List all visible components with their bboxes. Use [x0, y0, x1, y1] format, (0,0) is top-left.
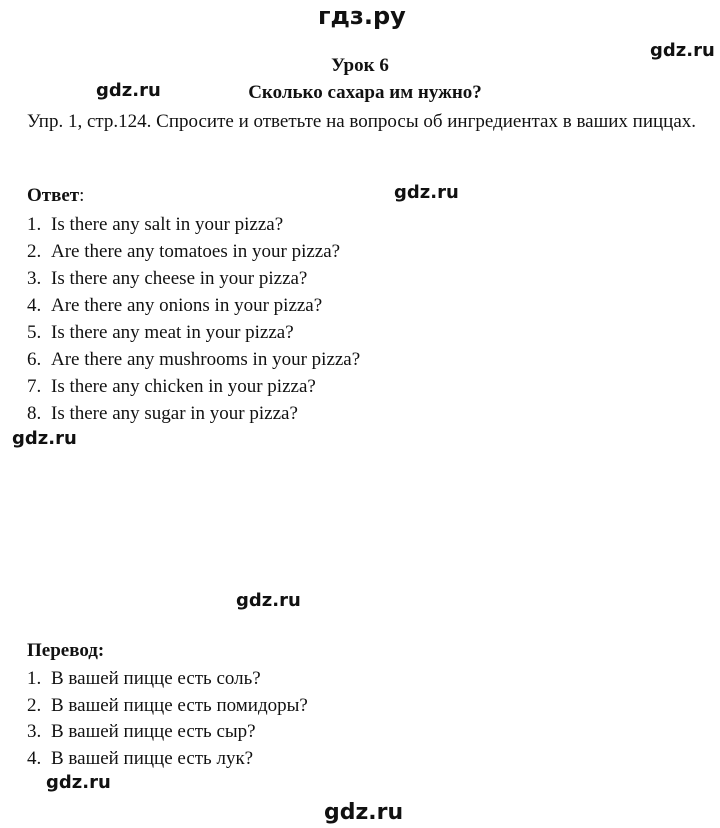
item-number: 3. [27, 268, 42, 289]
translation-item [27, 693, 308, 720]
item-text: В вашей пицце есть лук? [51, 747, 254, 769]
item-number: 4. [27, 295, 42, 316]
answer-list [27, 211, 360, 427]
item-text: Is there any chicken in your pizza? [51, 376, 316, 397]
watermark-middle: gdz.ru [236, 590, 301, 611]
item-text: В вашей пицце есть помидоры? [51, 694, 308, 716]
item-text: Are there any tomatoes in your pizza? [51, 241, 341, 262]
item-number: 5. [27, 322, 42, 343]
answer-item [27, 211, 360, 238]
answer-item [27, 319, 360, 346]
item-text: В вашей пицце есть сыр? [51, 721, 256, 742]
translation-heading: Перевод: [27, 640, 105, 661]
lesson-subtitle: Сколько сахара им нужно? [248, 82, 482, 103]
item-text: Is there any salt in your pizza? [51, 214, 284, 235]
item-number: 6. [27, 349, 42, 370]
item-number: 2. [27, 241, 42, 262]
item-number: 4. [27, 747, 42, 769]
item-text: Is there any cheese in your pizza? [51, 268, 308, 289]
answer-item [27, 238, 360, 265]
item-number: 1. [27, 668, 42, 689]
item-text: Is there any meat in your pizza? [51, 322, 294, 343]
task-text: Упр. 1, стр.124. Спросите и ответьте на вопросы об ингредиентах в ваших пиццах. [27, 111, 697, 132]
answer-item [27, 400, 360, 427]
translation-item [27, 719, 308, 746]
answer-item [27, 265, 360, 292]
item-number: 8. [27, 403, 42, 424]
watermark-right-top: gdz.ru [650, 40, 715, 61]
answer-item [27, 373, 360, 400]
answer-item [27, 346, 360, 373]
answer-colon: : [79, 185, 85, 206]
watermark-translation-side: gdz.ru [46, 772, 111, 793]
item-text: Are there any onions in your pizza? [51, 295, 323, 316]
item-text: Are there any mushrooms in your pizza? [51, 349, 361, 370]
item-number: 1. [27, 214, 42, 235]
item-number: 2. [27, 694, 42, 716]
item-number: 7. [27, 376, 42, 397]
item-text: Is there any sugar in your pizza? [51, 403, 298, 424]
answer-item [27, 292, 360, 319]
watermark-left-title: gdz.ru [96, 80, 161, 101]
translation-item [27, 746, 308, 773]
answer-heading [27, 185, 84, 207]
translation-list [27, 666, 308, 772]
watermark-answer-side: gdz.ru [394, 182, 459, 203]
watermark-after-answers: gdz.ru [12, 428, 77, 449]
lesson-title: Урок 6 [331, 55, 389, 76]
item-number: 3. [27, 721, 42, 742]
translation-item [27, 666, 308, 693]
watermark-bottom: gdz.ru [324, 800, 404, 825]
answer-label: Ответ [27, 185, 80, 206]
watermark-top: гдз.ру [318, 2, 406, 30]
item-text: В вашей пицце есть соль? [51, 668, 261, 689]
